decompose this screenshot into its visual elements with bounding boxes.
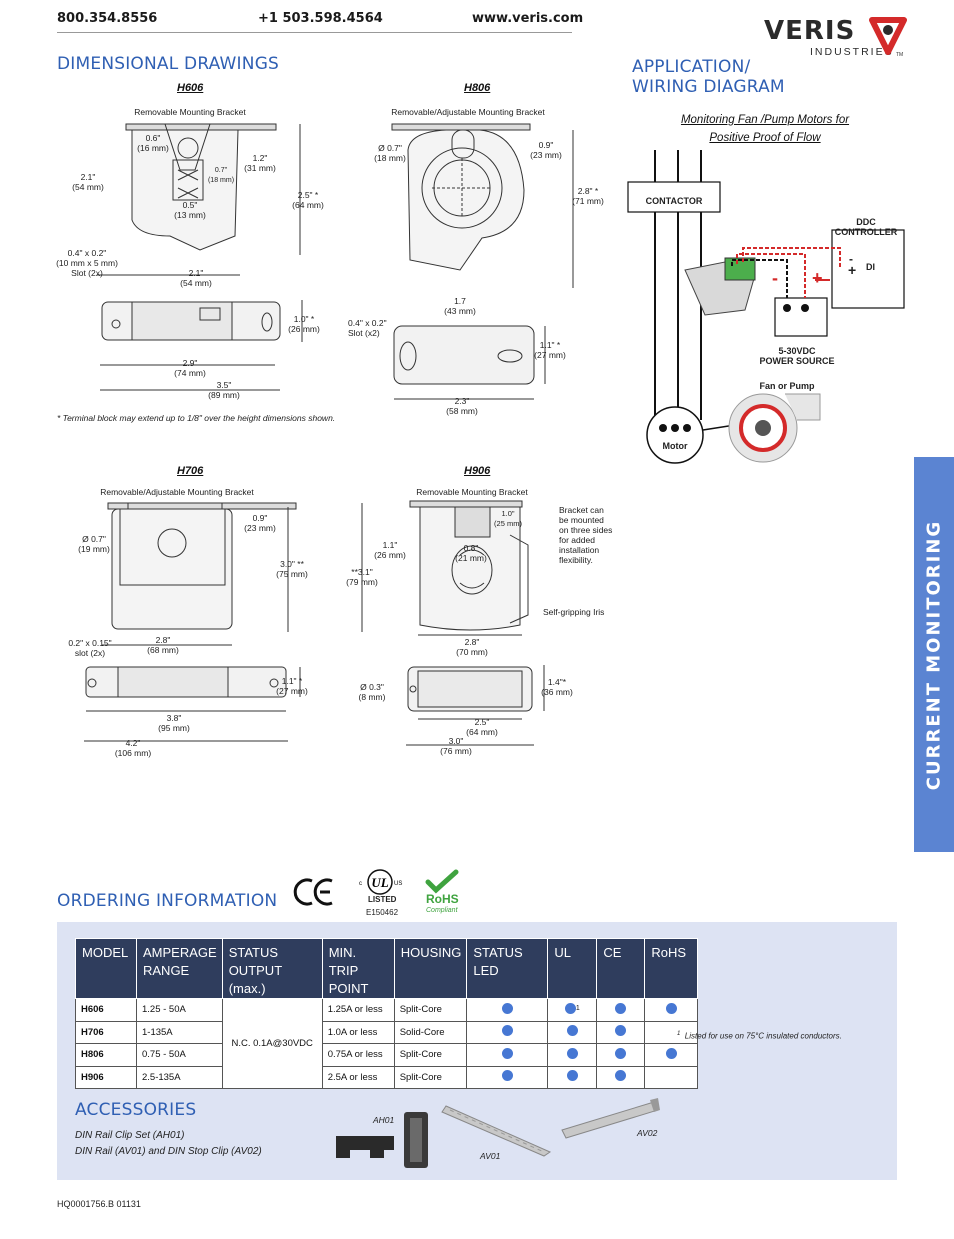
col-housing: HOUSING	[394, 939, 467, 999]
h806-dim-2.8: 2.8" * (71 mm)	[572, 186, 604, 206]
row-ce	[597, 1044, 645, 1067]
col-status-output: STATUS OUTPUT (max.)	[222, 939, 322, 999]
h606-dim-2.5: 2.5" * (64 mm)	[292, 190, 324, 210]
h906-dim-2.8: 2.8" (70 mm)	[456, 637, 488, 657]
h706-dim-3.0: 3.0" ** (75 mm)	[276, 559, 308, 579]
row-led	[467, 1044, 548, 1067]
wire-minus: -	[772, 268, 778, 288]
h806-dim-slot: 0.4" x 0.2" Slot (x2)	[348, 318, 387, 338]
table-row	[76, 1021, 698, 1044]
h806-dim-0.9: 0.9" (23 mm)	[530, 140, 562, 160]
svg-text:UL: UL	[371, 875, 389, 890]
row-housing: Split-Core	[394, 999, 467, 1022]
accessories-description: DIN Rail Clip Set (AH01) DIN Rail (AV01) and DIN Stop Clip (AV02)	[75, 1130, 262, 1157]
h906-dim-3.1: **3.1" (79 mm)	[346, 567, 378, 587]
application-subtitle: Monitoring Fan /Pump Motors for Positive Proof of Flow	[680, 114, 850, 144]
h606-dim-0.7: 0.7" (18 mm)	[207, 167, 235, 184]
ddc-di-label: DI	[866, 262, 875, 272]
row-rohs	[645, 1044, 698, 1067]
svg-text:US: US	[394, 881, 403, 887]
h906-dim-1.0: 1.0" (25 mm)	[494, 509, 522, 528]
accessories-title: ACCESSORIES	[75, 1100, 197, 1120]
h906-dim-2.5: 2.5" (64 mm)	[466, 717, 498, 737]
rohs-label: RoHS	[426, 892, 459, 906]
h606-dim-0.5: 0.5" (13 mm)	[174, 200, 206, 220]
row-range: 1-135A	[137, 1021, 223, 1044]
ce-dot-icon	[615, 1025, 626, 1036]
h606-dim-1.0: 1.0" * (26 mm)	[288, 314, 320, 334]
ddc-plus: +	[848, 262, 857, 278]
led-dot-icon	[502, 1003, 513, 1014]
row-ce	[597, 999, 645, 1022]
row-ul	[548, 1044, 597, 1067]
intl-phone-number: +1 503.598.4564	[258, 11, 383, 26]
logo-sub: INDUSTRIES	[810, 46, 894, 58]
document-number: HQ0001756.B 01131	[57, 1199, 141, 1209]
row-housing: Split-Core	[394, 1044, 467, 1067]
logo-mark-icon	[868, 16, 908, 56]
rohs-dot-icon	[666, 1048, 677, 1059]
h706-dim-diameter: Ø 0.7" (19 mm)	[78, 534, 110, 554]
av02-label: AV02	[637, 1128, 658, 1138]
row-housing: Split-Core	[394, 1066, 467, 1089]
row-housing: Solid-Core	[394, 1021, 467, 1044]
h806-label: H806	[464, 82, 491, 94]
row-led	[467, 1021, 548, 1044]
ul-dot-icon	[567, 1070, 578, 1081]
h606-dim-2.9: 2.9" (74 mm)	[174, 358, 206, 378]
col-model: MODEL	[76, 939, 137, 999]
ul-footnote: $^1$ Listed for use on 75°C insulated conductors.	[677, 1031, 842, 1041]
h706-bracket-label: Removable/Adjustable Mounting Bracket	[100, 487, 254, 497]
col-amperage: AMPERAGE RANGE	[137, 939, 223, 999]
logo-brand: VERIS	[764, 16, 856, 46]
col-min-trip: MIN. TRIP POINT	[322, 939, 394, 999]
h606-dim-2.1-width: 2.1" (54 mm)	[180, 268, 212, 288]
h906-dim-0.8: 0.8" (21 mm)	[455, 543, 487, 563]
ordering-table	[75, 938, 698, 1089]
ce-dot-icon	[615, 1003, 626, 1014]
led-dot-icon	[502, 1070, 513, 1081]
led-dot-icon	[502, 1048, 513, 1059]
h806-dim-1.1: 1.1" * (27 mm)	[534, 340, 566, 360]
row-model: H806	[76, 1044, 137, 1067]
current-monitoring-tab: CURRENT MONITORING	[914, 457, 954, 852]
h906-dim-1.4: 1.4"* (36 mm)	[541, 677, 573, 697]
logo-tm: TM	[896, 52, 904, 58]
row-trip: 0.75A or less	[322, 1044, 394, 1067]
application-title: APPLICATION/ WIRING DIAGRAM	[632, 57, 785, 97]
col-rohs: RoHS	[645, 939, 698, 999]
row-trip: 1.25A or less	[322, 999, 394, 1022]
dimensional-drawings-title: DIMENSIONAL DRAWINGS	[57, 54, 280, 74]
power-source-label: 5-30VDC POWER SOURCE	[759, 346, 835, 366]
h806-dim-1.7: 1.7 (43 mm)	[444, 296, 476, 316]
veris-logo	[764, 16, 914, 62]
h706-label: H706	[177, 465, 204, 477]
status-output-cell: N.C. 0.1A@30VDC	[222, 999, 322, 1089]
h806-dim-2.3: 2.3" (58 mm)	[446, 396, 478, 416]
table-row	[76, 1066, 698, 1089]
h906-drawing	[340, 495, 560, 775]
motor-label: Motor	[662, 441, 688, 451]
table-row	[76, 1044, 698, 1067]
av01-label: AV01	[480, 1151, 501, 1161]
ul-dot-icon	[567, 1025, 578, 1036]
h806-bracket-label: Removable/Adjustable Mounting Bracket	[391, 107, 545, 117]
ddc-controller-label: DDC CONTROLLER	[834, 217, 898, 237]
row-model: H706	[76, 1021, 137, 1044]
h906-dim-1.1: 1.1" (26 mm)	[374, 540, 406, 560]
row-ce	[597, 1021, 645, 1044]
rohs-dot-icon	[666, 1003, 677, 1014]
row-led	[467, 1066, 548, 1089]
row-model: H606	[76, 999, 137, 1022]
h706-dim-slot: 0.2" x 0.15" slot (2x)	[68, 638, 112, 658]
col-ce: CE	[597, 939, 645, 999]
av02-stop-clip-image	[558, 1096, 668, 1146]
led-dot-icon	[502, 1025, 513, 1036]
ul-number: E150462	[366, 908, 399, 917]
h606-dim-2.1-height: 2.1" (54 mm)	[72, 172, 104, 192]
row-ce	[597, 1066, 645, 1089]
ul-dot-icon	[565, 1003, 576, 1014]
row-rohs	[645, 999, 698, 1022]
fan-pump-label: Fan or Pump	[759, 381, 815, 391]
h706-dim-0.9: 0.9" (23 mm)	[244, 513, 276, 533]
h706-dim-2.8: 2.8" (68 mm)	[147, 635, 179, 655]
rohs-compliant: Compliant	[426, 907, 458, 914]
h706-dim-4.2: 4.2" (106 mm)	[114, 738, 152, 758]
row-led	[467, 999, 548, 1022]
ddc-minus: -	[849, 252, 853, 266]
row-ul	[548, 1021, 597, 1044]
col-status-led: STATUS LED	[467, 939, 548, 999]
row-ul	[548, 999, 597, 1022]
h606-dim-3.5: 3.5" (89 mm)	[208, 380, 240, 400]
h606-label: H606	[177, 82, 204, 94]
ul-listed-label: LISTED	[368, 895, 397, 904]
h706-dim-1.1: 1.1" * (27 mm)	[276, 676, 308, 696]
row-ul	[548, 1066, 597, 1089]
website-link[interactable]: www.veris.com	[472, 11, 584, 26]
header-divider	[57, 32, 572, 33]
h906-label: H906	[464, 465, 491, 477]
ordering-information-title: ORDERING INFORMATION	[57, 891, 278, 911]
h606-bracket-label: Removable Mounting Bracket	[134, 107, 246, 117]
ce-dot-icon	[615, 1070, 626, 1081]
contactor-label: CONTACTOR	[645, 196, 703, 206]
row-range: 2.5-135A	[137, 1066, 223, 1089]
h906-bracket-label: Removable Mounting Bracket	[416, 487, 528, 497]
h606-dim-1.2: 1.2" (31 mm)	[244, 153, 276, 173]
ul-mark-icon	[355, 868, 405, 896]
row-trip: 2.5A or less	[322, 1066, 394, 1089]
row-model: H906	[76, 1066, 137, 1089]
dimensional-footnote: * Terminal block may extend up to 1/8" over the height dimensions shown.	[57, 413, 336, 423]
svg-text:c: c	[359, 881, 362, 887]
h606-dim-slot: 0.4" x 0.2" (10 mm x 5 mm) Slot (2x)	[56, 248, 118, 278]
h906-iris-note: Self-gripping Iris	[543, 607, 605, 617]
h906-bracket-note: Bracket can be mounted on three sides for added installation flexibility.	[559, 505, 613, 565]
col-ul: UL	[548, 939, 597, 999]
phone-number: 800.354.8556	[57, 11, 158, 26]
row-trip: 1.0A or less	[322, 1021, 394, 1044]
ce-mark-icon	[296, 877, 336, 907]
h806-dim-diameter: Ø 0.7" (18 mm)	[374, 143, 406, 163]
ah01-clip-image	[330, 1110, 440, 1170]
row-rohs	[645, 1066, 698, 1089]
h906-dim-3.0: 3.0" (76 mm)	[440, 736, 472, 756]
row-range: 0.75 - 50A	[137, 1044, 223, 1067]
ce-dot-icon	[615, 1048, 626, 1059]
table-row	[76, 999, 698, 1022]
h606-dim-0.6: 0.6" (16 mm)	[137, 133, 169, 153]
table-header-row	[76, 939, 698, 999]
ah01-label: AH01	[373, 1115, 395, 1125]
h906-dim-diameter: Ø 0.3" (8 mm)	[358, 682, 386, 702]
row-range: 1.25 - 50A	[137, 999, 223, 1022]
h706-dim-3.8: 3.8" (95 mm)	[158, 713, 190, 733]
ul-footnote-mark: 1	[575, 1004, 580, 1012]
rohs-check-icon	[424, 870, 460, 894]
ul-dot-icon	[567, 1048, 578, 1059]
wire-plus: +	[812, 268, 823, 288]
